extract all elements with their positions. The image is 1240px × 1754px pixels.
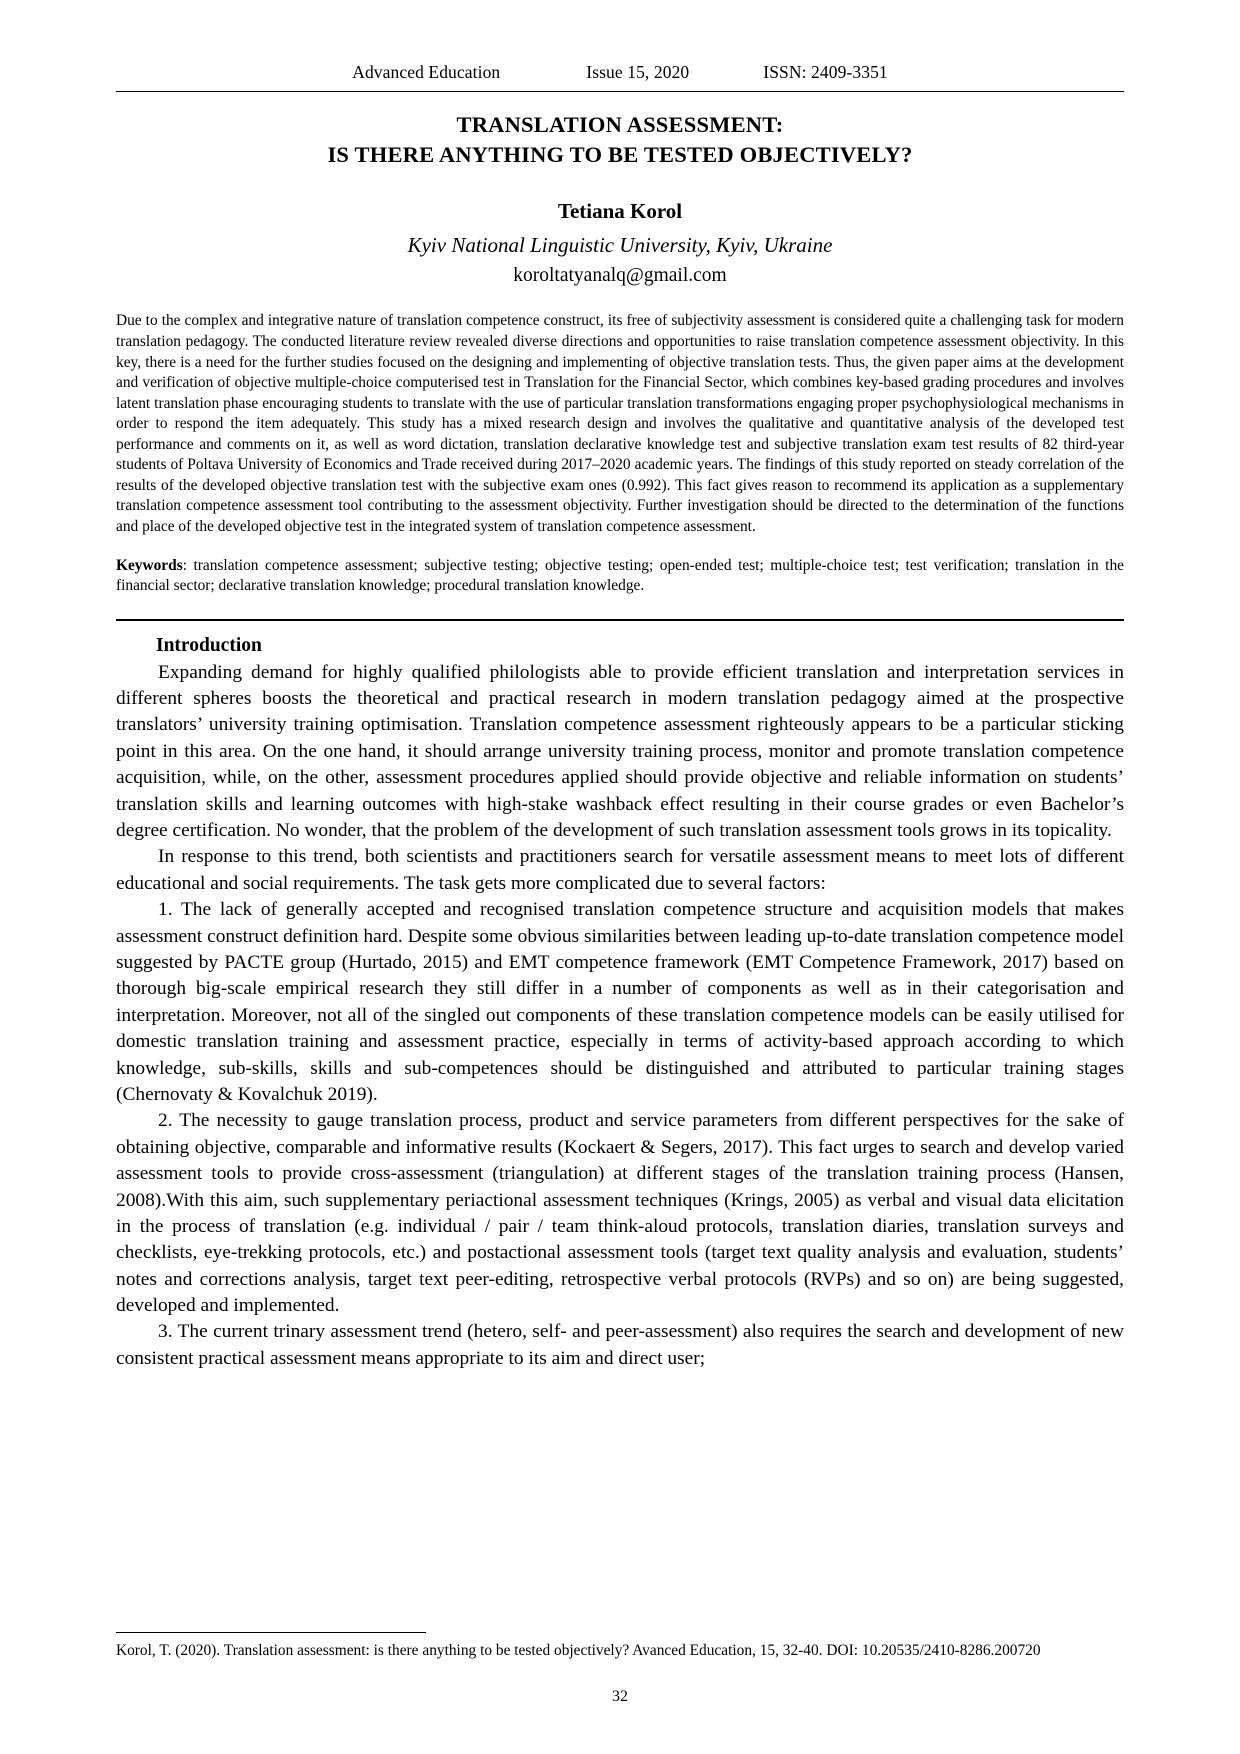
section-divider: [116, 619, 1124, 621]
author-name: Tetiana Korol: [557, 199, 683, 224]
body-paragraph: Expanding demand for highly qualified philologists able to provide efficient translation and interpretation services in different spheres boosts the theoretical and practical research in modern translation pedagogy aimed at the prospective translators’ university training optimisation. Translation competence assessment righteously appears to be a particular sticking point in this area. On the one hand, it should arrange university training process, monitor and promote translation competence acquisition, while, on the other, assessment procedures applied should provide objective and reliable information on students’ translation skills and learning outcomes with high-stake washback effect resulting in their course grades or even Bachelor’s degree certification. No wonder, that the problem of the development of such translation assessment tools grows in its topicality.: [116, 661, 1124, 842]
article-title: [116, 110, 1124, 169]
body-paragraph: In response to this trend, both scientists and practitioners search for versatile assessment means to meet lots of different educational and social requirements. The task gets more complicated due to several factors:: [116, 846, 1124, 894]
title-line-1: TRANSLATION ASSESSMENT:: [456, 112, 784, 137]
issn-info: ISSN: 2409-3351: [763, 62, 888, 82]
keywords-block: [116, 556, 1124, 597]
body-paragraph: 2. The necessity to gauge translation process, product and service parameters from different perspectives for the sake of obtaining objective, comparable and informative results (Kockaert & Segers, 2017). This fact urges to search and develop varied assessment tools to provide cross-assessment (triangulation) at different stages of the translation training process (Hansen, 2008).With this aim, such supplementary periactional assessment techniques (Krings, 2005) as verbal and visual data elicitation in the process of translation (e.g. individual / pair / team think-aloud protocols, translation diaries, translation surveys and checklists, eye-trekking protocols, etc.) and postactional assessment tools (target text quality analysis and evaluation, students’ notes and corrections analysis, target text peer-editing, retrospective verbal protocols (RVPs) and so on) are being suggested, developed and implemented.: [116, 1110, 1124, 1317]
body-paragraph: 1. The lack of generally accepted and recognised translation competence structure and acquisition models that makes assessment construct definition hard. Despite some obvious similarities between leading up-to-date translation competence model suggested by PACTE group (Hurtado, 2015) and EMT competence framework (EMT Competence Framework, 2017) based on thorough big-scale empirical research they still differ in a number of components as well as in their categorisation and interpretation. Moreover, not all of the singled out components of these translation competence models can be easily utilised for domestic translation training and assessment practice, especially in terms of activity-based approach according to which knowledge, sub-skills, skills and sub-competences should be distinguished and attributed to particular training stages (Chernovaty & Kovalchuk 2019).: [116, 899, 1124, 1105]
section-heading-introduction: Introduction: [156, 634, 262, 656]
author-email: koroltatyanalq@gmail.com: [513, 265, 727, 287]
author-affiliation: Kyiv National Linguistic University, Kyiv, Ukraine: [407, 233, 833, 258]
page-number: 32: [612, 1688, 628, 1705]
running-head: [116, 62, 1124, 92]
title-line-2: IS THERE ANYTHING TO BE TESTED OBJECTIVELY?: [327, 141, 913, 167]
footnote-area: [116, 1632, 1124, 1662]
abstract-text: Due to the complex and integrative nature of translation competence construct, its free of subjectivity assessment is considered quite a challenging task for modern translation pedagogy. The conducted literature review revealed diverse directions and opportunities to raise translation competence assessment objectivity. In this key, there is a need for the further studies focused on the designing and implementing of objective translation tests. Thus, the given paper aims at the development and verification of objective multiple-choice computerised test in Translation for the Financial Sector, which combines key-based grading procedures and involves latent translation phase encouraging students to translate with the use of particular translation transformations engaging proper psychophysiological mechanisms in order to respond the item adequately. This study has a mixed research design and involves the qualitative and quantitative analysis of the developed test performance and comments on it, as well as word dictation, translation declarative knowledge test and subjective translation exam test results of 82 third-year students of Poltava University of Economics and Trade received during 2017–2020 academic years. The findings of this study reported on steady correlation of the results of the developed objective translation test with the subjective exam ones (0.992). This fact gives reason to recommend its application as a supplementary translation competence assessment tool contributing to the assessment objectivity. Further investigation should be directed to the determination of the functions and place of the developed objective test in the integrated system of translation competence assessment.: [116, 312, 1124, 535]
footnote-rule: [116, 1632, 426, 1633]
body-paragraph: 3. The current trinary assessment trend (hetero, self- and peer-assessment) also requires the search and development of new consistent practical assessment means appropriate to its aim and direct user;: [116, 1321, 1124, 1369]
citation-footnote: Korol, T. (2020). Translation assessment: is there anything to be tested objectively? Avanced Education, 15, 32-40. DOI: 10.20535/2410-8286.200720: [116, 1642, 1041, 1660]
journal-name: Advanced Education: [352, 62, 501, 82]
keywords-list: : translation competence assessment; subjective testing; objective testing; open-ended test; multiple-choice test; test verification; translation in the financial sector; declarative translation knowledge; procedural translation knowledge.: [116, 556, 1124, 595]
keywords-label: Keywords: [116, 556, 183, 574]
issue-info: Issue 15, 2020: [586, 62, 690, 82]
